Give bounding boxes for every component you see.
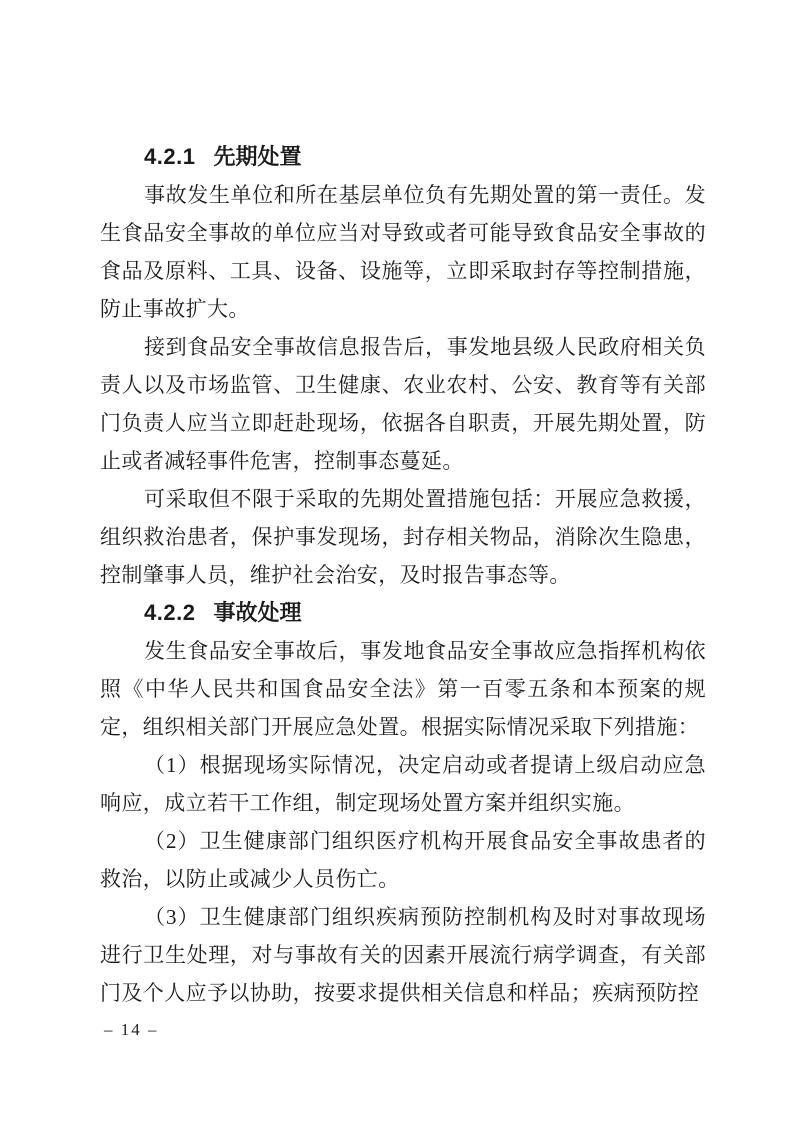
paragraph: 事故发生单位和所在基层单位负有先期处置的第一责任。发生食品安全事故的单位应当对导致或者可能导致食品安全事故的食品及原料、工具、设备、设施等，立即采取封存等控制措施，防止事故扩大。 [100,183,706,321]
paragraph: 可采取但不限于采取的先期处置措施包括：开展应急救援，组织救治患者，保护事发现场，封存相关物品，消除次生隐患，控制肇事人员，维护社会治安，及时报告事态等。 [100,487,706,587]
document-content [100,138,706,1012]
paragraph: （2）卫生健康部门组织医疗机构开展食品安全事故患者的救治，以防止或减少人员伤亡。 [100,829,706,891]
page-footer [104,1018,159,1042]
paragraph: 发生食品安全事故后，事发地食品安全事故应急指挥机构依照《中华人民共和国食品安全法》第一百零五条和本预案的规定，组织相关部门开展应急处置。根据实际情况采取下列措施： [100,639,706,739]
paragraph: （3）卫生健康部门组织疾病预防控制机构及时对事故现场进行卫生处理，对与事故有关的因素开展流行病学调查，有关部门及个人应予以协助，按要求提供相关信息和样品；疾病预防控 [100,905,706,1005]
section-title: 事故处理 [213,600,302,625]
section-title: 先期处置 [213,144,302,169]
page-number: – 14 – [104,1020,159,1039]
section-heading-4-2-1 [100,138,706,176]
section-number: 4.2.2 [144,600,196,625]
section-number: 4.2.1 [144,144,196,169]
paragraph: （1）根据现场实际情况，决定启动或者提请上级启动应急响应，成立若干工作组，制定现场处置方案并组织实施。 [100,753,706,815]
section-heading-4-2-2 [100,594,706,632]
paragraph: 接到食品安全事故信息报告后，事发地县级人民政府相关负责人以及市场监管、卫生健康、农业农村、公安、教育等有关部门负责人应当立即赶赴现场，依据各自职责，开展先期处置，防止或者减轻事件危害，控制事态蔓延。 [100,335,706,473]
